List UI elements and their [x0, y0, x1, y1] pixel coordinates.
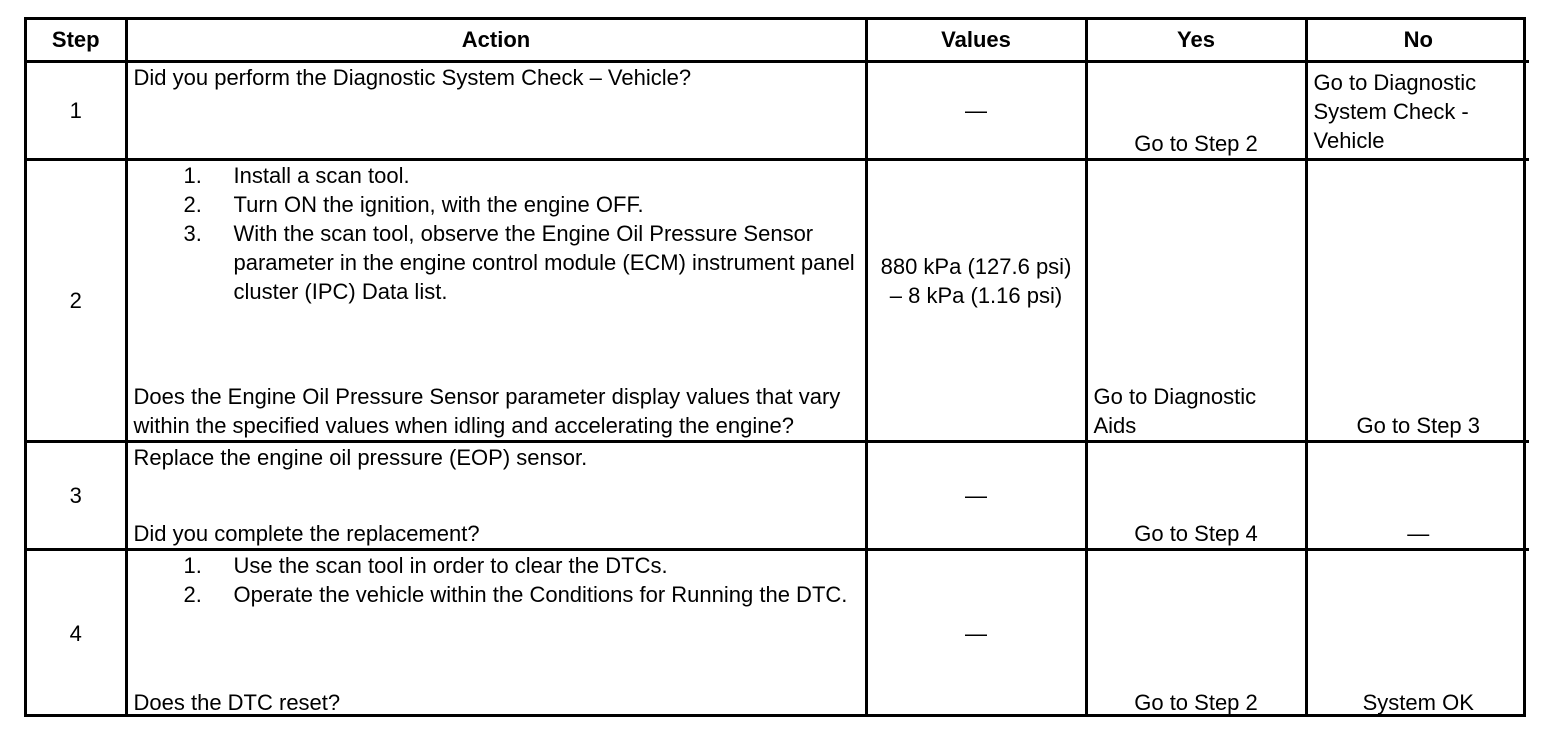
action-question: Does the DTC reset?	[133, 690, 341, 715]
no-cell: Go to Diagnostic System Check - Vehicle	[1306, 61, 1529, 159]
substep-list	[134, 161, 859, 306]
step-number: 3	[27, 441, 126, 549]
no-cell: Go to Step 3	[1306, 159, 1529, 441]
table-row	[27, 549, 1529, 717]
table-row	[27, 61, 1529, 159]
list-item: 1. Install a scan tool.	[183, 162, 410, 188]
yes-cell: Go to Step 4	[1086, 441, 1306, 549]
header-yes: Yes	[1086, 20, 1306, 61]
action-question: Does the Engine Oil Pressure Sensor parameter display values that vary within the specified values when idling and accelerating the engine?	[133, 383, 841, 438]
action-cell	[126, 159, 866, 441]
step-number: 1	[27, 61, 126, 159]
no-cell: System OK	[1306, 549, 1529, 717]
header-values: Values	[866, 20, 1086, 61]
table-row	[27, 159, 1529, 441]
action-question: Did you perform the Diagnostic System Check – Vehicle?	[133, 64, 692, 90]
step-number: 4	[27, 549, 126, 717]
no-cell: —	[1306, 441, 1529, 549]
header-step: Step	[27, 20, 126, 61]
header-action: Action	[126, 20, 866, 61]
header-no: No	[1306, 20, 1529, 61]
values-cell: —	[866, 441, 1086, 549]
list-item: 1. Use the scan tool in order to clear the DTCs.	[183, 552, 668, 578]
table-row	[27, 441, 1529, 549]
values-cell	[866, 159, 1086, 441]
action-cell	[126, 441, 866, 549]
diagnostic-table	[27, 20, 1529, 717]
action-question: Did you complete the replacement?	[133, 520, 480, 546]
action-cell	[126, 61, 866, 159]
list-item: 3. With the scan tool, observe the Engine Oil Pressure Sensor parameter in the engine control module (ECM) instrument panel cluster (IPC) Data list.	[183, 220, 855, 304]
values-text: 880 kPa (127.6 psi) – 8 kPa (1.16 psi)	[880, 254, 1072, 308]
step-number: 2	[27, 159, 126, 441]
header-row	[27, 20, 1529, 61]
diagnostic-table-frame	[24, 17, 1526, 717]
values-cell: —	[866, 549, 1086, 717]
list-item: 2. Turn ON the ignition, with the engine OFF.	[183, 191, 644, 217]
yes-cell: Go to Step 2	[1086, 549, 1306, 717]
list-item: 2. Operate the vehicle within the Conditions for Running the DTC.	[183, 581, 848, 607]
substep-list	[134, 551, 859, 609]
yes-cell: Go to Step 2	[1086, 61, 1306, 159]
action-instruction: Replace the engine oil pressure (EOP) sensor.	[133, 444, 588, 470]
action-cell	[126, 549, 866, 717]
yes-cell: Go to Diagnostic Aids	[1086, 159, 1306, 441]
values-cell: —	[866, 61, 1086, 159]
